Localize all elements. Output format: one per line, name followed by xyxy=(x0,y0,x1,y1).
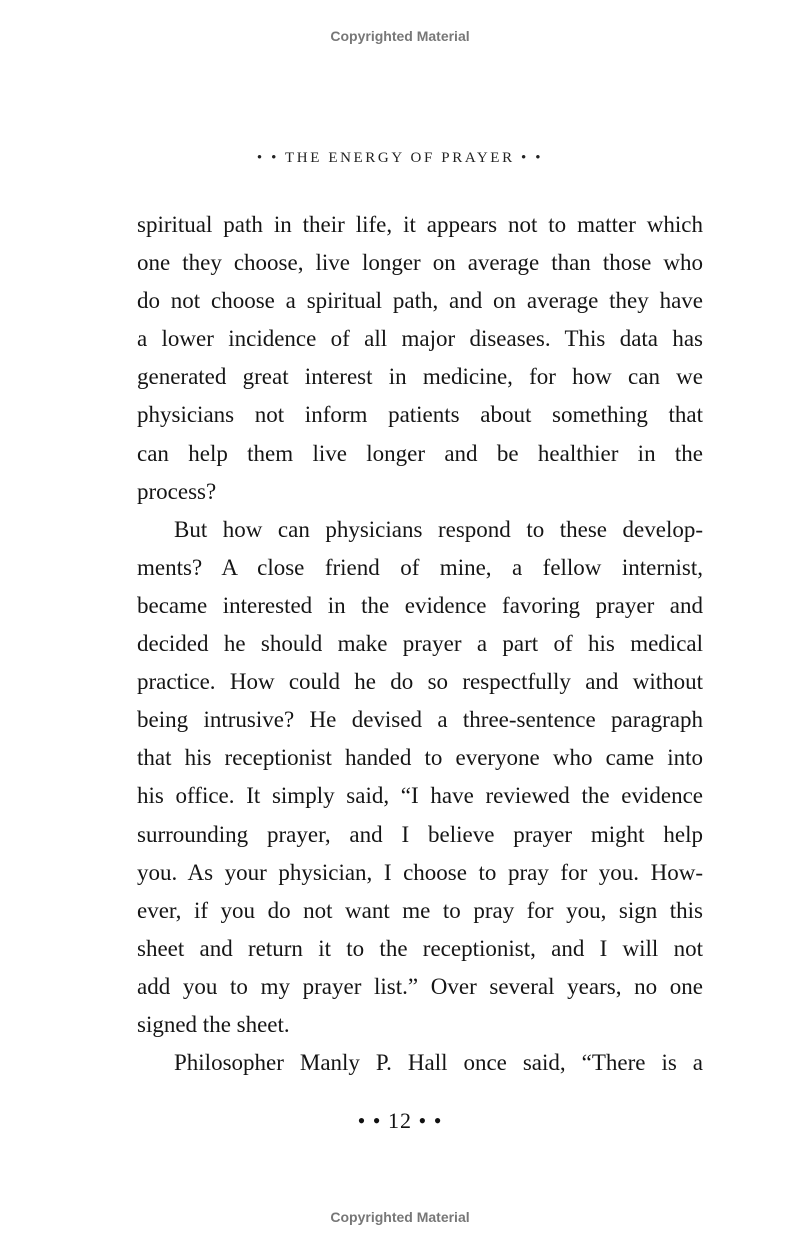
text-line: practice. How could he do so respectfully and without xyxy=(137,669,703,695)
text-line: Philosopher Manly P. Hall once said, “There is a xyxy=(174,1050,703,1076)
text-line: add you to my prayer list.” Over several years, no one xyxy=(137,973,703,999)
text-line: being intrusive? He devised a three-sentence paragraph xyxy=(137,707,703,733)
running-head: • • THE ENERGY OF PRAYER • • xyxy=(256,150,544,166)
copyright-watermark-bottom: Copyrighted Material xyxy=(330,1209,470,1225)
copyright-watermark-top: Copyrighted Material xyxy=(330,28,470,44)
text-line: became interested in the evidence favoring prayer and xyxy=(137,592,703,618)
text-line: sheet and return it to the receptionist, and I will not xyxy=(137,935,703,961)
text-line: that his receptionist handed to everyone who came into xyxy=(137,745,703,771)
text-line: his office. It simply said, “I have reviewed the evidence xyxy=(137,783,703,809)
text-line: do not choose a spiritual path, and on average they have xyxy=(137,288,703,314)
text-line: ever, if you do not want me to pray for you, sign this xyxy=(137,897,703,923)
text-line: ments? A close friend of mine, a fellow internist, xyxy=(137,554,703,580)
text-line: But how can physicians respond to these develop- xyxy=(174,516,703,542)
text-line: you. As your physician, I choose to pray for you. How- xyxy=(137,859,703,885)
text-line: generated great interest in medicine, for how can we xyxy=(137,364,703,390)
text-line: a lower incidence of all major diseases. This data has xyxy=(137,326,703,352)
text-line: process? xyxy=(137,478,217,504)
page-number: • • 12 • • xyxy=(357,1108,443,1133)
text-line: spiritual path in their life, it appears not to matter which xyxy=(137,212,703,237)
text-line: surrounding prayer, and I believe prayer might help xyxy=(137,821,703,847)
text-line: physicians not inform patients about something that xyxy=(137,402,703,428)
body-text xyxy=(137,206,703,1082)
text-line: can help them live longer and be healthier in the xyxy=(137,440,703,466)
text-line: one they choose, live longer on average than those who xyxy=(137,250,703,276)
text-line: signed the sheet. xyxy=(137,1011,290,1037)
text-line: decided he should make prayer a part of his medical xyxy=(137,631,703,657)
